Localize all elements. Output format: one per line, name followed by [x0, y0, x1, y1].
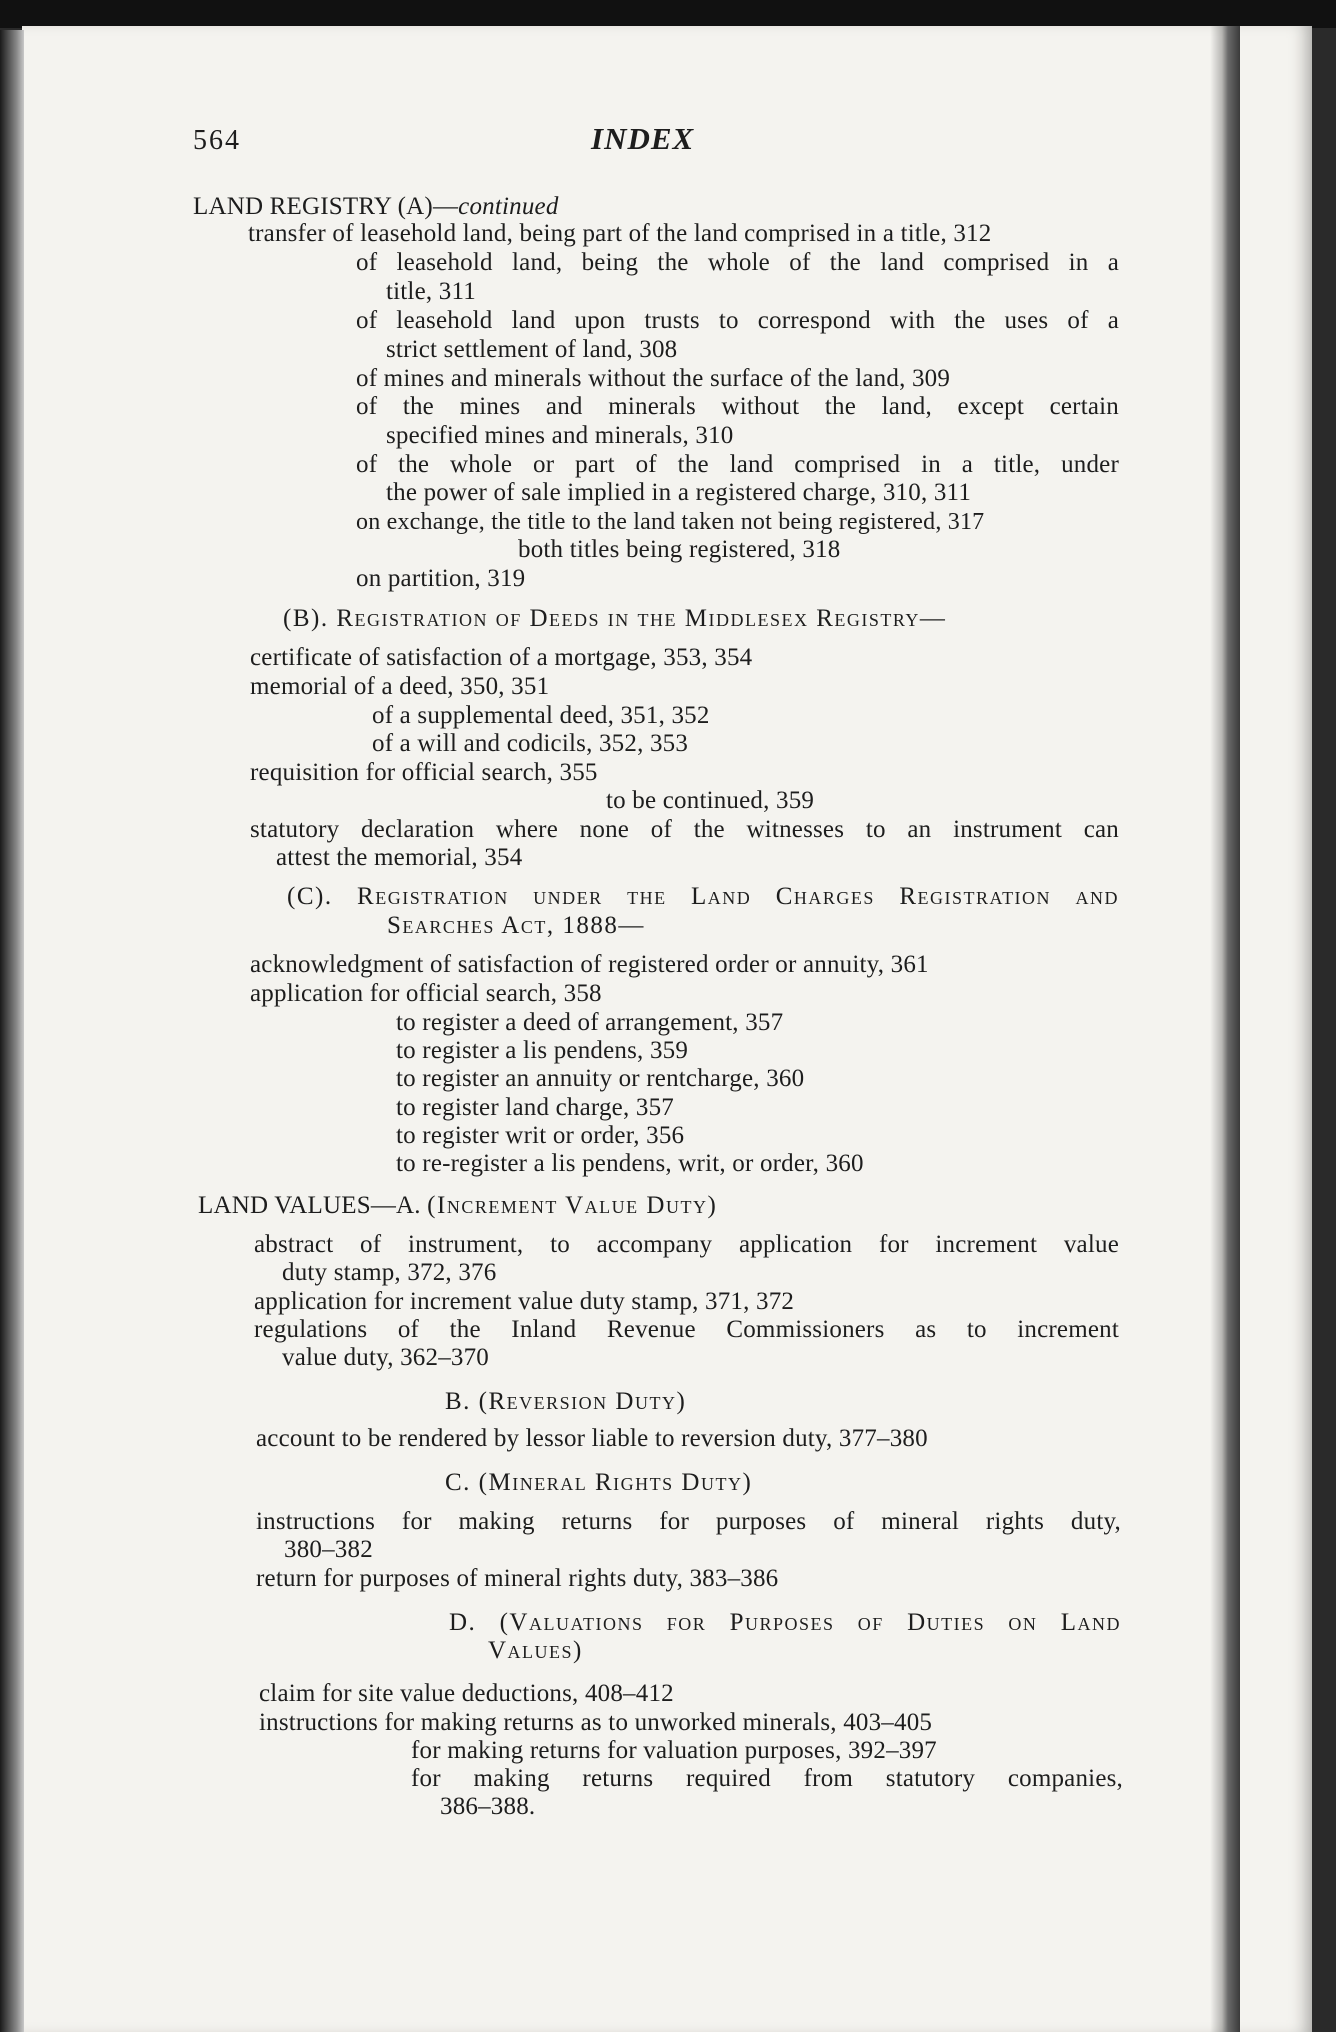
index-entry: of a will and codicils, 352, 353: [372, 730, 689, 757]
index-entry: of leasehold land upon trusts to correspond with the uses of a: [356, 307, 1119, 334]
page-fold-shadow: [1210, 26, 1240, 2032]
index-entry: 386–388.: [440, 1793, 536, 1820]
index-entry: to register a lis pendens, 359: [396, 1037, 689, 1064]
index-entry: value duty, 362–370: [282, 1344, 490, 1371]
index-entry: to register land charge, 357: [396, 1094, 674, 1121]
subheading-b: (B). Registration of Deeds in the Middlesex Registry—: [283, 605, 947, 632]
index-entry: to register an annuity or rentcharge, 360: [396, 1065, 805, 1092]
index-entry: certificate of satisfaction of a mortgage, 353, 354: [250, 644, 753, 671]
index-entry: to register writ or order, 356: [396, 1122, 685, 1149]
index-entry: attest the memorial, 354: [276, 844, 523, 871]
index-entry: to re-register a lis pendens, writ, or order, 360: [396, 1150, 864, 1177]
index-entry: of mines and minerals without the surface of the land, 309: [356, 365, 951, 392]
subheading-d-valuations: D. (Valuations for Purposes of Duties on Land: [449, 1609, 1121, 1636]
index-entry: instructions for making returns as to unworked minerals, 403–405: [259, 1709, 933, 1736]
heading-increment-value-duty: (Increment Value Duty): [427, 1192, 718, 1219]
index-entry: requisition for official search, 355: [250, 759, 598, 786]
index-entry: of the whole or part of the land comprised in a title, under: [356, 451, 1119, 478]
index-entry: of a supplemental deed, 351, 352: [372, 702, 710, 729]
index-entry: application for increment value duty stamp, 371, 372: [254, 1288, 795, 1315]
index-entry: transfer of leasehold land, being part of the land comprised in a title, 312: [248, 220, 992, 247]
index-entry: statutory declaration where none of the witnesses to an instrument can: [250, 816, 1119, 843]
index-entry: duty stamp, 372, 376: [282, 1259, 497, 1286]
subheading-c-cont: Searches Act, 1888—: [387, 912, 645, 939]
subheading-c: (C). Registration under the Land Charges Registration and: [287, 883, 1119, 910]
index-entry: abstract of instrument, to accompany application for increment value: [254, 1231, 1119, 1258]
index-entry: application for official search, 358: [250, 980, 602, 1007]
index-entry: account to be rendered by lessor liable to reversion duty, 377–380: [256, 1425, 928, 1452]
subheading-b-reversion: B. (Reversion Duty): [445, 1388, 687, 1415]
book-spine-shadow: [0, 30, 24, 2032]
index-entry: of leasehold land, being the whole of the land comprised in a: [356, 249, 1119, 276]
index-entry: of the mines and minerals without the land, except certain: [356, 393, 1119, 420]
index-entry: both titles being registered, 318: [518, 536, 841, 563]
index-entry: 380–382: [284, 1536, 373, 1563]
index-entry: memorial of a deed, 350, 351: [250, 673, 550, 700]
index-entry: the power of sale implied in a registered charge, 310, 311: [386, 479, 972, 506]
index-entry: return for purposes of mineral rights duty, 383–386: [256, 1565, 779, 1592]
index-entry: strict settlement of land, 308: [386, 336, 678, 363]
index-entry: regulations of the Inland Revenue Commissioners as to increment: [254, 1316, 1119, 1343]
index-entry: for making returns for valuation purposes, 392–397: [411, 1737, 937, 1764]
index-entry: to register a deed of arrangement, 357: [396, 1009, 784, 1036]
subheading-c-mineral: C. (Mineral Rights Duty): [445, 1469, 753, 1496]
index-entry: on partition, 319: [356, 565, 526, 592]
subheading-d-cont: Values): [488, 1637, 583, 1664]
index-entry: acknowledgment of satisfaction of registered order or annuity, 361: [250, 951, 929, 978]
heading-land-registry: [193, 192, 559, 222]
heading-text: LAND REGISTRY (A)—: [193, 193, 459, 220]
page-number: 564: [193, 125, 241, 156]
index-entry: on exchange, the title to the land taken not being registered, 317: [356, 509, 985, 535]
index-entry: claim for site value deductions, 408–412: [259, 1680, 674, 1707]
index-entry: specified mines and minerals, 310: [386, 422, 734, 449]
page-title: INDEX: [591, 121, 695, 156]
scan-top-border: [0, 0, 1336, 28]
heading-continued: continued: [458, 193, 559, 220]
heading-text: LAND VALUES—A.: [198, 1192, 428, 1219]
index-entry: instructions for making returns for purposes of mineral rights duty,: [256, 1508, 1121, 1535]
index-entry: title, 311: [386, 278, 476, 305]
index-entry: to be continued, 359: [606, 787, 815, 814]
index-entry: for making returns required from statutory companies,: [411, 1765, 1123, 1792]
heading-land-values: [198, 1191, 717, 1221]
